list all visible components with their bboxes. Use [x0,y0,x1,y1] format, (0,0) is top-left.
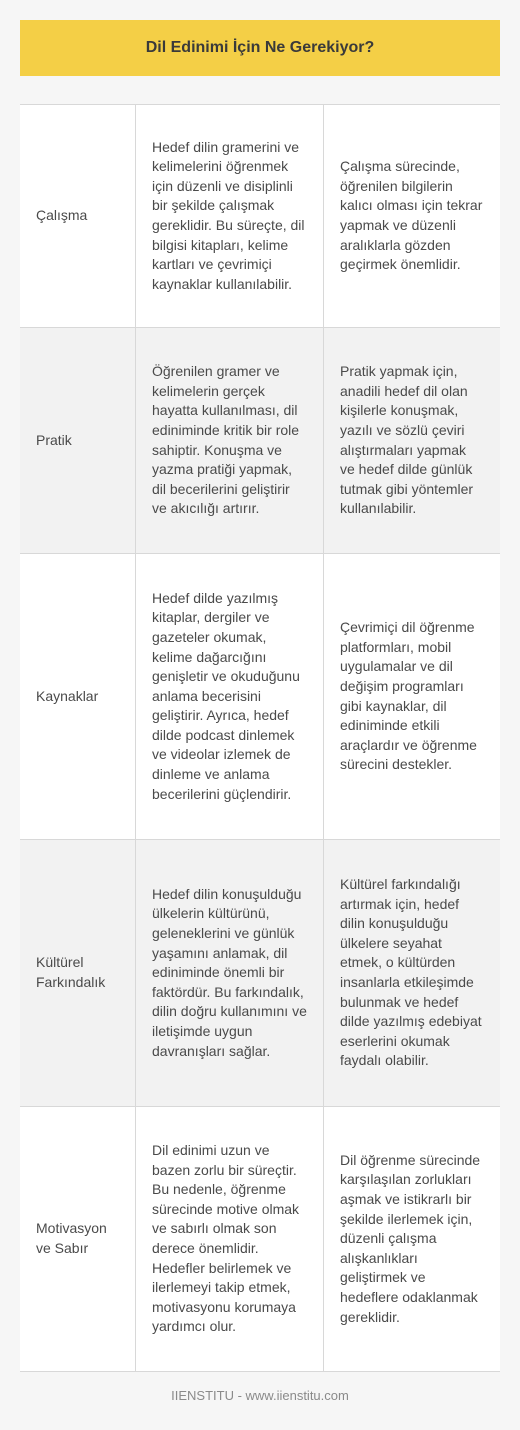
row-label: Motivasyon ve Sabır [20,1107,136,1371]
table-row [20,554,500,840]
row-tip: Çevrimiçi dil öğrenme platformları, mobil uygulamalar ve dil değişim programları gibi kaynaklar, dil ediniminde etkili araçlardır ve öğrenme sürecini destekler. [340,619,477,773]
row-description: Hedef dilin konuşulduğu ülkelerin kültürünü, geleneklerini ve günlük yaşamını anlamak, dil ediniminde önemli bir faktördür. Bu farkındalık, dilin doğru kullanımını ve iletişimde uygun davranışları sağlar. [136,840,324,1106]
table-row [20,104,500,328]
page-title-text: Dil Edinimi İçin Ne Gerekiyor? [145,39,375,56]
table-row [20,1107,500,1372]
row-label: Pratik [20,328,136,553]
table-row [20,840,500,1107]
table-row [20,328,500,554]
row-description: Öğrenilen gramer ve kelimelerin gerçek hayatta kullanılması, dil ediniminde kritik bir role sahiptir. Konuşma ve yazma pratiği yapmak, dil becerilerini geliştirir ve akıcılığı artırır. [136,328,324,553]
row-label: Kaynaklar [20,554,136,839]
row-tip: Çalışma sürecinde, öğrenilen bilgilerin kalıcı olması için tekrar yapmak ve düzenli aralıklarla gözden geçirmek önemlidir. [340,158,483,273]
row-description: Hedef dilde yazılmış kitaplar, dergiler ve gazeteler okumak, kelime dağarcığını genişletir ve okuduğunu anlama becerisini geliştirir. Ayrıca, hedef dilde podcast dinlemek ve videolar izlemek de dinleme ve anlama becerilerini güçlendirir. [136,554,324,839]
row-description: Dil edinimi uzun ve bazen zorlu bir süreçtir. Bu nedenle, öğrenme sürecinde motive olmak ve sabırlı olmak son derece önemlidir. Hedefler belirlemek ve ilerlemeyi takip etmek, motivasyonu korumaya yardımcı olur. [136,1107,324,1371]
row-tip: Kültürel farkındalığı artırmak için, hedef dilin konuşulduğu ülkelere seyahat etmek, o kültürden insanlarla etkileşimde bulunmak ve hedef dilde yazılmış edebiyat eserlerini okumak faydalı olabilir. [340,876,482,1069]
row-tip: Pratik yapmak için, anadili hedef dil olan kişilerle konuşmak, yazılı ve sözlü çeviri alıştırmaları yapmak ve hedef dilde günlük tutmak gibi yöntemler kullanılabilir. [340,363,474,517]
footer-credit: IIENSTITU - www.iienstitu.com [171,1388,349,1403]
row-label: Kültürel Farkındalık [20,840,136,1106]
row-tip: Dil öğrenme sürecinde karşılaşılan zorlukları aşmak ve istikrarlı bir şekilde ilerlemek için, düzenli çalışma alışkanlıkları geliştirmek ve hedeflere odaklanmak gereklidir. [340,1151,481,1325]
info-table [20,104,500,1372]
row-description: Hedef dilin gramerini ve kelimelerini öğrenmek için düzenli ve disiplinli bir şekilde çalışmak gereklidir. Bu süreçte, dil bilgisi kitapları, kelime kartları ve çevrimiçi kaynaklar kullanılabilir. [136,105,324,327]
row-label: Çalışma [20,105,136,327]
page-title [20,20,500,76]
